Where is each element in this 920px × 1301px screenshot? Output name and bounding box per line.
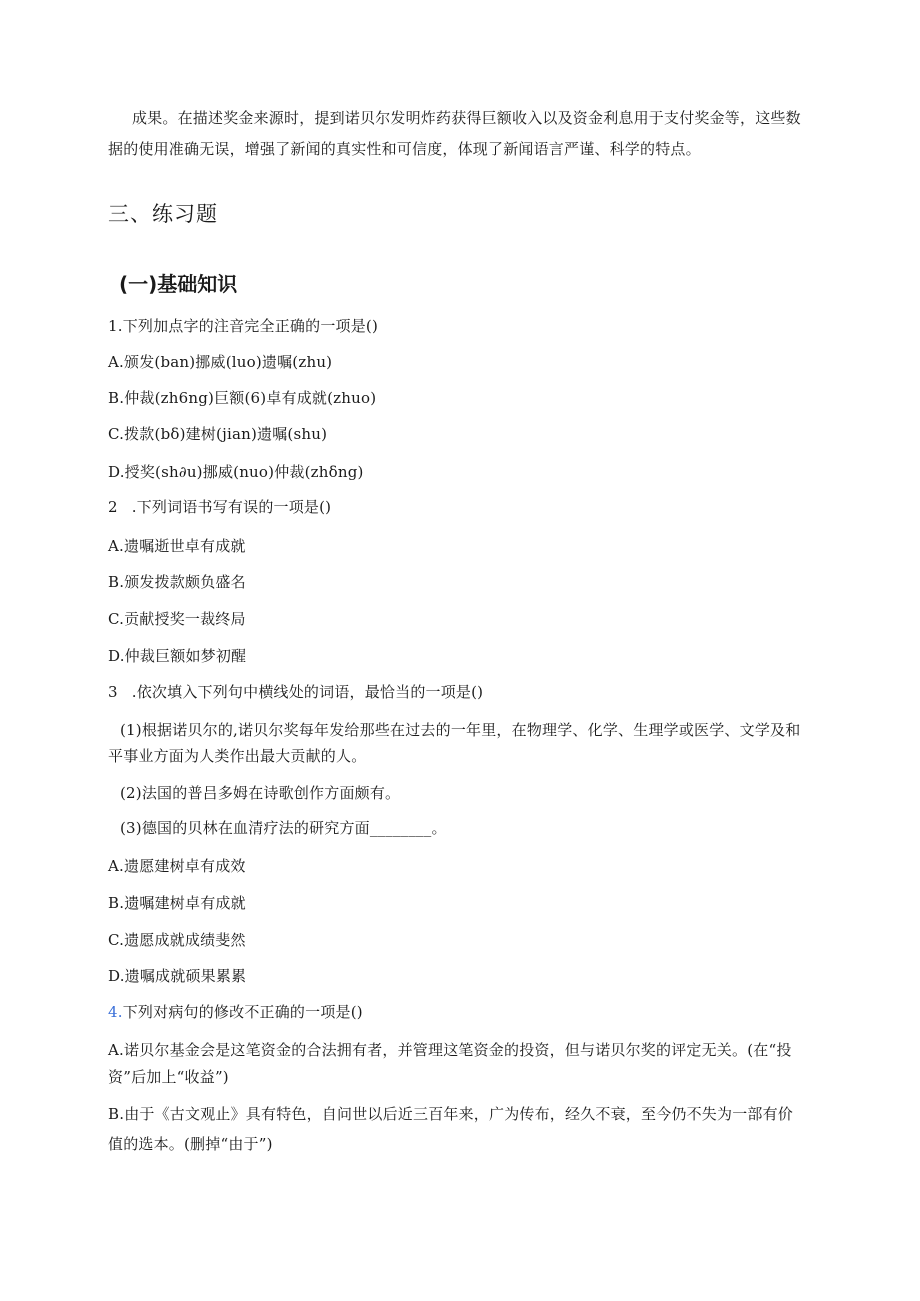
question-3-text: .依次填入下列句中横线处的词语，最恰当的一项是() xyxy=(131,683,484,701)
question-3-stem xyxy=(108,682,483,702)
question-4-number: 4. xyxy=(108,1003,123,1021)
question-2-stem xyxy=(108,497,331,517)
question-2-number: 2 xyxy=(108,498,118,516)
question-4-text: 下列对病句的修改不正确的一项是() xyxy=(122,1003,363,1021)
question-2-option-c: C.贡献授奖一裁终局 xyxy=(108,610,246,628)
question-3-sentence-2: (2)法国的普吕多姆在诗歌创作方面颇有。 xyxy=(120,784,401,802)
intro-paragraph-line-1: 成果。在描述奖金来源时，提到诺贝尔发明炸药获得巨额收入以及资金利息用于支付奖金等，这些数 xyxy=(132,109,801,127)
intro-paragraph-line-2: 据的使用准确无误，增强了新闻的真实性和可信度，体现了新闻语言严谨、科学的特点。 xyxy=(108,140,701,158)
question-2-text: .下列词语书写有误的一项是() xyxy=(131,498,332,516)
question-4-option-b-line-1: B.由于《古文观止》具有特色，自问世以后近三百年来，广为传布，经久不衰，至今仍不失为一部有价 xyxy=(108,1105,793,1123)
subsection-title: (一)基础知识 xyxy=(119,272,238,296)
question-2-option-a: A.遗嘱逝世卓有成就 xyxy=(108,537,246,555)
question-4-option-a-line-2: 资”后加上“收益”) xyxy=(108,1068,229,1086)
question-3-sentence-1-line-1: (1)根据诺贝尔的,诺贝尔奖每年发给那些在过去的一年里，在物理学、化学、生理学或医学、文学及和 xyxy=(120,721,801,739)
question-1-stem: 1.下列加点字的注音完全正确的一项是() xyxy=(108,317,379,335)
question-3-option-a: A.遗愿建树卓有成效 xyxy=(108,857,246,875)
question-4-stem xyxy=(108,1002,363,1022)
question-2-option-b: B.颁发拨款颇负盛名 xyxy=(108,573,246,591)
question-3-sentence-3: (3)德国的贝林在血清疗法的研究方面________。 xyxy=(120,819,447,837)
question-2-option-d: D.仲裁巨额如梦初醒 xyxy=(108,647,247,665)
question-1-option-a: A.颁发(ban)挪威(luo)遗嘱(zhu) xyxy=(108,353,333,371)
section-title: 三、练习题 xyxy=(108,202,218,226)
question-1-option-c: C.拨款(bδ)建树(jian)遗嘱(shu) xyxy=(108,425,328,443)
question-3-option-c: C.遗愿成就成绩斐然 xyxy=(108,931,246,949)
question-3-number: 3 xyxy=(108,683,118,701)
question-1-option-d: D.授奖(sh∂u)挪威(nuo)仲裁(zhδng) xyxy=(108,463,364,481)
question-4-option-b-line-2: 值的选本。(删掉“由于”) xyxy=(108,1135,273,1153)
question-3-sentence-1-line-2: 平事业方面为人类作出最大贡献的人。 xyxy=(108,747,367,765)
question-1-option-b: B.仲裁(zh6ng)巨额(6)卓有成就(zhuo) xyxy=(108,389,377,407)
question-4-option-a-line-1: A.诺贝尔基金会是这笔资金的合法拥有者，并管理这笔资金的投资，但与诺贝尔奖的评定无关。(在“投 xyxy=(108,1041,792,1059)
question-3-option-d: D.遗嘱成就硕果累累 xyxy=(108,967,247,985)
question-3-option-b: B.遗嘱建树卓有成就 xyxy=(108,894,246,912)
